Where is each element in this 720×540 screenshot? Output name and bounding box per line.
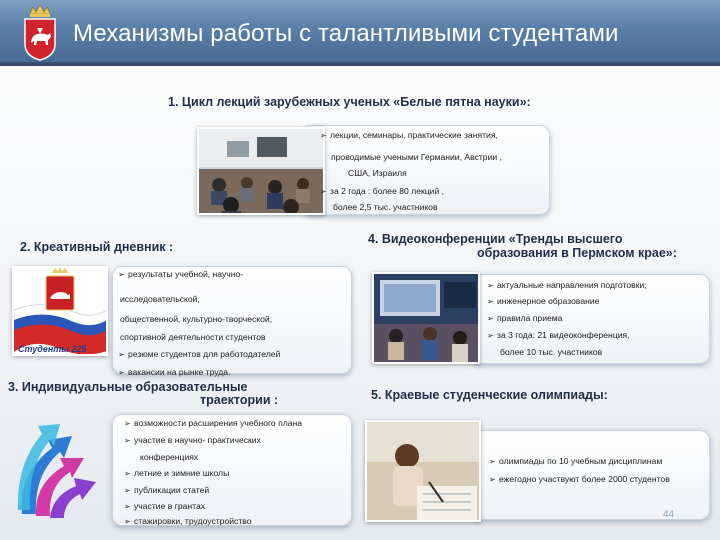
section1-line-3: США, Израиля	[348, 168, 407, 178]
videoconference-photo	[372, 272, 480, 364]
section1-line-2: проводимые учеными Германии, Австрии ,	[331, 152, 502, 162]
section3-line-1: ➢ возможности расширения учебного плана	[124, 418, 303, 428]
student-diary-image	[12, 266, 108, 356]
student-caption: Студенты 225	[18, 344, 87, 354]
bullet-arrow-icon: ➢	[124, 486, 131, 495]
perm-emblem-icon	[22, 4, 58, 62]
bullet-arrow-icon: ➢	[118, 350, 125, 359]
section3-title-line1: 3. Индивидуальные образовательные	[8, 380, 248, 394]
bullet-arrow-icon: ➢	[487, 331, 494, 340]
section3-title-line2: траектории :	[200, 393, 279, 407]
section1-line-5: более 2,5 тыс. участников	[333, 202, 438, 212]
page-number: 44	[663, 509, 675, 520]
section1-title: 1. Цикл лекций зарубежных ученых «Белые пятна науки»:	[168, 95, 531, 109]
section4-line-2: ➢ инженерное образование	[487, 296, 600, 306]
section5-line-2: ➢ ежегодно участвуют более 2000 студентов	[489, 474, 670, 484]
section3-line-4: ➢ летние и зимние школы	[124, 468, 230, 478]
section4-line-3: ➢ правила приема	[487, 313, 563, 323]
bullet-arrow-icon: ➢	[124, 436, 131, 445]
section2-line-6: ➢ вакансии на рынке труда.	[118, 367, 231, 377]
bullet-arrow-icon: ➢	[320, 187, 327, 196]
section4-line-1: ➢ актуальные направления подготовки;	[487, 280, 647, 290]
section3-line-2: ➢ участие в научно- практических	[124, 435, 261, 445]
bullet-arrow-icon: ➢	[124, 469, 131, 478]
bullet-arrow-icon: ➢	[487, 297, 494, 306]
section2-line-4: спортивной деятельности студентов	[120, 332, 266, 342]
section2-line-3: общественной, культурно-творческой,	[120, 314, 273, 324]
section3-line-3: конференциях	[140, 452, 199, 462]
section1-line-1: ➢ лекции, семинары, практические занятия,	[320, 130, 498, 140]
bullet-arrow-icon: ➢	[124, 502, 131, 511]
section1-line-4: ➢ за 2 года : более 80 лекций ,	[320, 186, 445, 196]
bullet-arrow-icon: ➢	[487, 314, 494, 323]
bullet-arrow-icon: ➢	[487, 281, 494, 290]
section3-line-5: ➢ публикации статей	[124, 485, 210, 495]
bullet-arrow-icon: ➢	[489, 475, 496, 484]
section2-line-1: ➢ результаты учебной, научно-	[118, 269, 244, 279]
bullet-arrow-icon: ➢	[489, 457, 496, 466]
bullet-arrow-icon: ➢	[124, 517, 131, 526]
page-title: Механизмы работы с талантливыми студентами	[73, 20, 619, 47]
section5-title: 5. Краевые студенческие олимпиады:	[371, 388, 608, 402]
section4-line-4: ➢ за 3 года: 21 видеоконференция,	[487, 330, 630, 340]
header-bar	[0, 0, 720, 66]
section3-line-6: ➢ участие в грантах	[124, 501, 206, 511]
bullet-arrow-icon: ➢	[124, 419, 131, 428]
trajectory-arrows-image	[12, 414, 106, 522]
section4-title-line1: 4. Видеоконференции «Тренды высшего	[368, 232, 623, 246]
section3-line-7: ➢ стажировки, трудоустройство	[124, 516, 252, 526]
section4-line-5: более 10 тыс. участников	[500, 347, 603, 357]
section2-line-2: исследовательской,	[120, 294, 200, 304]
bullet-arrow-icon: ➢	[320, 131, 327, 140]
bullet-arrow-icon: ➢	[118, 368, 125, 377]
section2-title: 2. Креативный дневник :	[20, 240, 174, 254]
section4-title-line2: образования в Пермском крае»:	[477, 246, 677, 260]
bullet-arrow-icon: ➢	[118, 270, 125, 279]
lecture-hall-photo	[197, 127, 325, 215]
section2-line-5: ➢ резюме студентов для работодателей	[118, 349, 281, 359]
olympiad-photo	[365, 420, 481, 522]
section5-line-1: ➢ олимпиады по 10 учебным дисциплинам	[489, 456, 663, 466]
